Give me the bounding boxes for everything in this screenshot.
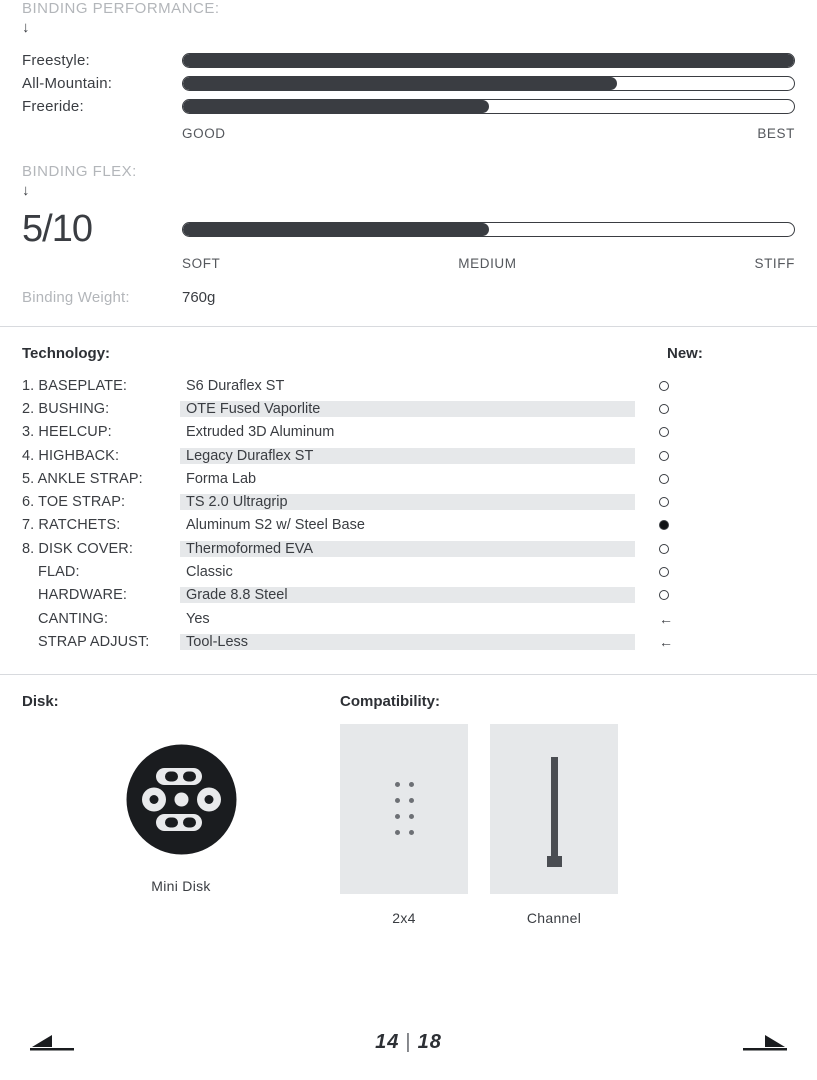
new-dot-empty-icon <box>659 544 669 554</box>
technology-value: Aluminum S2 w/ Steel Base <box>186 517 365 534</box>
table-row <box>22 537 795 560</box>
new-indicator-cell <box>635 567 795 577</box>
flex-score: 5/10 <box>22 208 92 250</box>
performance-row-label: All-Mountain: <box>22 75 113 92</box>
compatibility-header: Compatibility: <box>340 692 440 710</box>
technology-key: 1. BASEPLATE: <box>22 377 127 394</box>
disk-caption: Mini Disk <box>151 877 211 894</box>
technology-value: Thermoformed EVA <box>180 541 635 557</box>
hole-dot <box>409 814 414 819</box>
binding-performance-section <box>22 0 795 141</box>
divider <box>0 326 817 327</box>
technology-key: 8. DISK COVER: <box>22 540 133 557</box>
performance-bar <box>182 76 795 91</box>
new-dot-empty-icon <box>659 381 669 391</box>
compatibility-caption: Channel <box>526 909 582 926</box>
technology-value: Grade 8.8 Steel <box>180 587 635 603</box>
binding-weight-value: 760g <box>182 289 216 306</box>
performance-bar <box>182 53 795 68</box>
technology-key: HARDWARE: <box>38 587 127 604</box>
performance-row <box>22 49 795 72</box>
new-indicator-cell <box>635 544 795 554</box>
arrow-left-icon: ← <box>659 633 673 650</box>
page-indicator <box>375 1031 442 1054</box>
bar-track <box>182 99 795 114</box>
technology-key: CANTING: <box>38 610 109 627</box>
hole-dot <box>395 830 400 835</box>
compatibility-item <box>490 724 618 926</box>
bar-track <box>182 76 795 91</box>
next-page-arrow-icon[interactable] <box>743 1029 787 1056</box>
technology-key: 3. HEELCUP: <box>22 424 112 441</box>
new-dot-empty-icon <box>659 451 669 461</box>
new-indicator-cell <box>635 520 795 530</box>
mini-disk-icon <box>124 742 239 862</box>
technology-section <box>22 345 795 654</box>
technology-new-header-label: New: <box>667 345 703 362</box>
new-indicator-cell <box>635 474 795 484</box>
flex-scale-max: STIFF <box>754 256 795 271</box>
page-separator: | <box>405 1030 412 1053</box>
bar-track <box>182 53 795 68</box>
technology-value: Yes <box>186 610 210 627</box>
flex-scale <box>182 256 795 271</box>
divider <box>0 674 817 675</box>
hole-dot <box>395 814 400 819</box>
new-indicator-cell <box>635 404 795 414</box>
binding-weight-row <box>22 289 795 306</box>
technology-key: 2. BUSHING: <box>22 400 110 417</box>
table-row <box>22 607 795 630</box>
new-indicator-cell <box>635 381 795 391</box>
bottom-headers <box>22 693 795 710</box>
arrow-down-icon: ↓ <box>22 182 30 199</box>
technology-key: FLAD: <box>38 564 80 581</box>
arrow-down-icon: ↓ <box>22 19 30 36</box>
technology-value: Tool-Less <box>180 634 635 650</box>
new-indicator-cell <box>635 497 795 507</box>
performance-scale-max: BEST <box>757 126 795 141</box>
bar-fill <box>183 54 794 67</box>
table-row <box>22 560 795 583</box>
new-indicator-cell <box>635 590 795 600</box>
hole-dot <box>395 782 400 787</box>
new-indicator-cell <box>635 610 795 627</box>
technology-value: OTE Fused Vaporlite <box>180 401 635 417</box>
binding-weight-label: Binding Weight: <box>22 289 130 306</box>
channel-slot-icon <box>490 724 618 894</box>
flex-main-row <box>22 208 795 250</box>
flex-scale-min: SOFT <box>182 256 221 271</box>
binding-performance-label: BINDING PERFORMANCE: <box>22 0 220 17</box>
new-dot-empty-icon <box>659 497 669 507</box>
technology-value: Forma Lab <box>186 470 257 487</box>
bar-fill <box>183 100 489 113</box>
bottom-body <box>22 724 795 926</box>
compatibility-caption: 2x4 <box>392 909 416 926</box>
disk-header: Disk: <box>22 692 59 710</box>
new-dot-empty-icon <box>659 404 669 414</box>
performance-scale <box>182 126 795 141</box>
bar-fill <box>183 223 489 236</box>
technology-key: 6. TOE STRAP: <box>22 494 126 511</box>
flex-scale-mid: MEDIUM <box>458 256 517 271</box>
new-indicator-cell <box>635 633 795 650</box>
technology-header <box>22 345 795 362</box>
performance-row-label: Freestyle: <box>22 52 90 69</box>
bar-track <box>182 222 795 237</box>
table-row <box>22 630 795 653</box>
performance-row <box>22 95 795 118</box>
table-row <box>22 374 795 397</box>
performance-row-label: Freeride: <box>22 98 84 115</box>
hole-dot <box>409 830 414 835</box>
new-dot-empty-icon <box>659 427 669 437</box>
new-dot-empty-icon <box>659 567 669 577</box>
channel-bar <box>551 757 558 861</box>
technology-table <box>22 374 795 654</box>
compatibility-item <box>340 724 468 926</box>
new-dot-empty-icon <box>659 474 669 484</box>
performance-rows <box>22 49 795 118</box>
technology-key: 7. RATCHETS: <box>22 517 121 534</box>
table-row <box>22 514 795 537</box>
performance-scale-min: GOOD <box>182 126 226 141</box>
hole-grid <box>390 777 418 841</box>
table-row <box>22 584 795 607</box>
prev-page-arrow-icon[interactable] <box>30 1029 74 1056</box>
current-page: 14 <box>375 1030 400 1053</box>
disk-column <box>22 724 340 926</box>
table-row <box>22 490 795 513</box>
page-footer <box>0 1022 817 1062</box>
technology-key: 4. HIGHBACK: <box>22 447 120 464</box>
hole-dot <box>395 798 400 803</box>
technology-value: S6 Duraflex ST <box>186 377 285 394</box>
new-dot-filled-icon <box>659 520 669 530</box>
performance-row <box>22 72 795 95</box>
technology-key: 5. ANKLE STRAP: <box>22 470 143 487</box>
compatibility-column <box>340 724 618 926</box>
new-indicator-cell <box>635 427 795 437</box>
hole-dot <box>409 798 414 803</box>
hole-dot <box>409 782 414 787</box>
binding-flex-label: BINDING FLEX: <box>22 163 137 180</box>
new-dot-empty-icon <box>659 590 669 600</box>
table-row <box>22 467 795 490</box>
table-row <box>22 397 795 420</box>
binding-flex-section <box>22 163 795 306</box>
technology-key: STRAP ADJUST: <box>38 633 150 650</box>
hole-pattern-icon <box>340 724 468 894</box>
new-indicator-cell <box>635 451 795 461</box>
technology-value: Legacy Duraflex ST <box>180 448 635 464</box>
technology-value: Classic <box>186 564 233 581</box>
technology-value: TS 2.0 Ultragrip <box>180 494 635 510</box>
technology-header-label: Technology: <box>22 345 111 362</box>
table-row <box>22 421 795 444</box>
technology-value: Extruded 3D Aluminum <box>186 424 335 441</box>
performance-bar <box>182 99 795 114</box>
arrow-left-icon: ← <box>659 610 673 627</box>
table-row <box>22 444 795 467</box>
disk-compatibility-section <box>22 693 795 926</box>
flex-bar <box>182 222 795 237</box>
total-pages: 18 <box>417 1030 442 1053</box>
bar-fill <box>183 77 617 90</box>
